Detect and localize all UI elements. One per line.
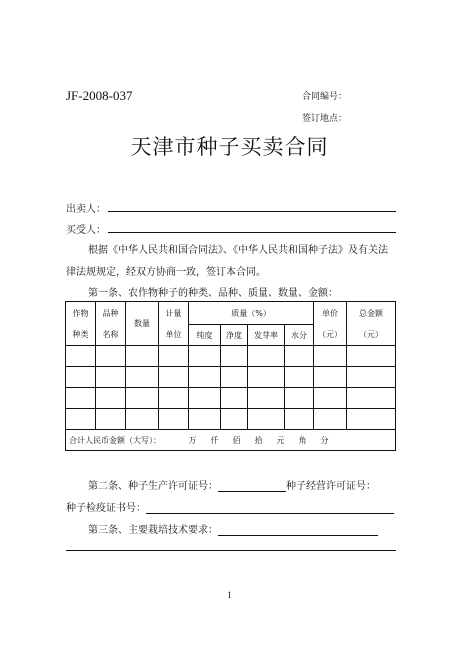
quarantine-label: 种子检疫证书号： [66, 503, 146, 514]
business-license-label: 种子经营许可证号： [286, 481, 376, 492]
header-total-2: （元） [347, 325, 396, 346]
header-germination: 发芽率 [248, 325, 285, 346]
clause-3-label: 第三条、主要栽培技术要求： [88, 525, 218, 536]
header-cleanliness: 净度 [221, 325, 248, 346]
signing-place-label: 签订地点： [302, 114, 348, 124]
header-variety: 品种 [96, 302, 126, 325]
buyer-label: 买受人： [66, 225, 106, 236]
header-purity: 纯度 [189, 325, 221, 346]
production-license-label: 第二条、种子生产许可证号： [88, 481, 218, 492]
seller-label: 出卖人： [66, 204, 106, 215]
header-price-2: （元） [314, 325, 347, 346]
clause-3 [88, 521, 378, 536]
table-row[interactable] [66, 388, 396, 409]
header-price: 单价 [314, 302, 347, 325]
total-amount-units: 万 仟 佰 拾 元 角 分 [188, 435, 329, 445]
header-unit: 计量 [159, 302, 189, 325]
page-title: 天津市种子买卖合同 [130, 135, 329, 159]
document-code: JF-2008-037 [66, 88, 133, 103]
header-variety-2: 名称 [96, 325, 126, 346]
intro-paragraph: 根据《中华人民共和国合同法》、《中华人民共和国种子法》及有关法律法规规定，经双方协商一致，签订本合同。 [66, 245, 388, 278]
header-crop-2: 种类 [66, 325, 96, 346]
buyer-row [66, 221, 106, 236]
header-total: 总金额 [347, 302, 396, 325]
seller-row [66, 200, 106, 215]
total-amount-row[interactable] [66, 430, 396, 451]
clause-1-heading: 第一条、农作物种子的种类、品种、质量、数量、金额： [88, 288, 338, 299]
seed-table [65, 301, 396, 451]
header-moisture: 水分 [285, 325, 314, 346]
table-row[interactable] [66, 346, 396, 367]
production-license-field[interactable] [218, 481, 286, 492]
seller-field[interactable] [108, 211, 396, 212]
quarantine-field[interactable] [146, 503, 394, 514]
page-number: 1 [227, 590, 232, 600]
header-quality: 质量（%） [189, 302, 314, 325]
buyer-field[interactable] [108, 232, 396, 233]
header-unit-2: 单位 [159, 325, 189, 346]
contract-number-label: 合同编号： [302, 92, 348, 102]
quarantine-row [66, 499, 394, 514]
cultivation-requirements-field[interactable] [218, 525, 378, 536]
header-quantity: 数量 [126, 302, 159, 346]
table-row[interactable] [66, 367, 396, 388]
header-crop: 作物 [66, 302, 96, 325]
total-amount-label: 合计人民币金额（大写）： [69, 435, 161, 445]
table-row[interactable] [66, 409, 396, 430]
clause-2 [88, 477, 376, 492]
continuation-line[interactable] [66, 550, 396, 551]
